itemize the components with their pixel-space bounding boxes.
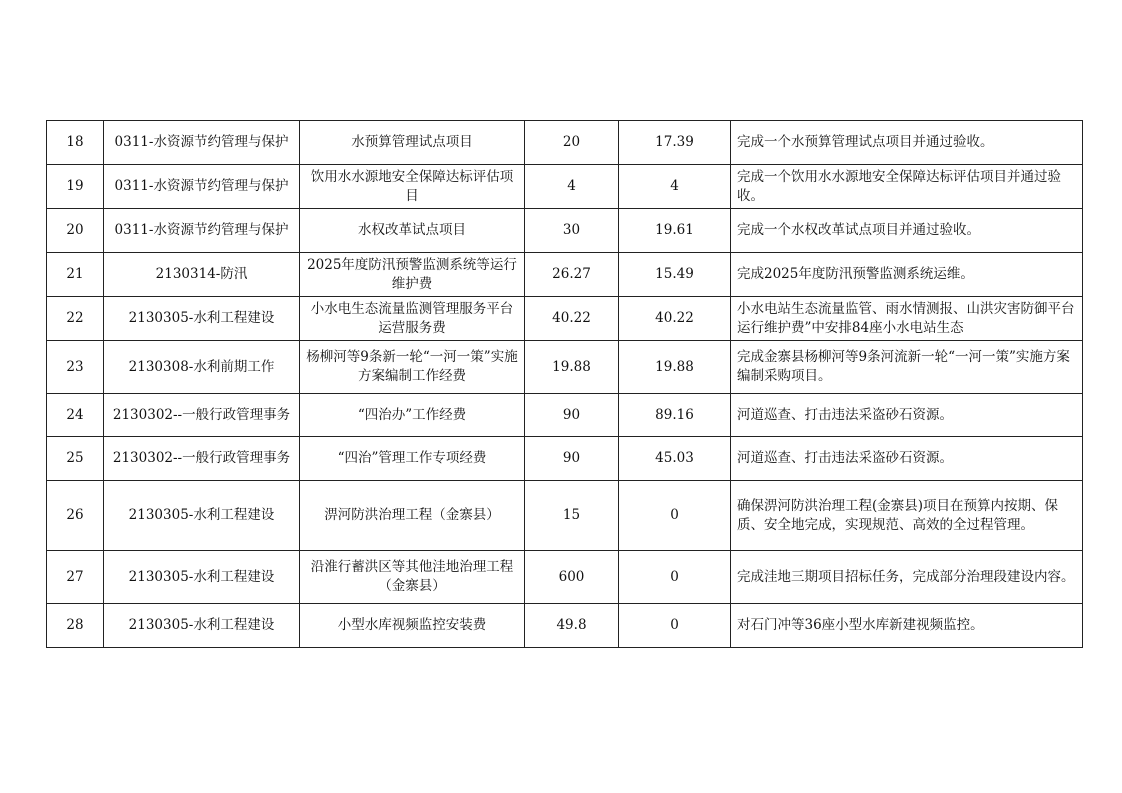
actual-amount: 17.39	[619, 121, 731, 165]
actual-amount: 45.03	[619, 437, 731, 481]
project-name: 水预算管理试点项目	[300, 121, 525, 165]
table-row	[47, 604, 1083, 648]
project-name: 2025年度防汛预警监测系统等运行维护费	[300, 253, 525, 297]
completion-description: 小水电站生态流量监管、雨水情测报、山洪灾害防御平台运行维护费”中安排84座小水电站生态	[731, 297, 1083, 341]
budget-amount: 4	[525, 165, 619, 209]
table-row	[47, 253, 1083, 297]
completion-description: 完成2025年度防汛预警监测系统运维。	[731, 253, 1083, 297]
budget-amount: 20	[525, 121, 619, 165]
project-name: 沿淮行蓄洪区等其他洼地治理工程（金寨县）	[300, 551, 525, 604]
project-name: 淠河防洪治理工程（金寨县）	[300, 481, 525, 551]
budget-amount: 90	[525, 394, 619, 437]
category-code: 2130308-水利前期工作	[104, 341, 300, 394]
budget-amount: 40.22	[525, 297, 619, 341]
actual-amount: 0	[619, 551, 731, 604]
project-name: 小水电生态流量监测管理服务平台运营服务费	[300, 297, 525, 341]
actual-amount: 19.88	[619, 341, 731, 394]
budget-amount: 90	[525, 437, 619, 481]
actual-amount: 89.16	[619, 394, 731, 437]
row-number: 25	[47, 437, 104, 481]
table-row	[47, 341, 1083, 394]
row-number: 18	[47, 121, 104, 165]
table-row	[47, 481, 1083, 551]
category-code: 0311-水资源节约管理与保护	[104, 121, 300, 165]
completion-description: 对石门冲等36座小型水库新建视频监控。	[731, 604, 1083, 648]
project-name: “四治办”工作经费	[300, 394, 525, 437]
category-code: 2130302--一般行政管理事务	[104, 437, 300, 481]
completion-description: 河道巡查、打击违法采盗砂石资源。	[731, 394, 1083, 437]
row-number: 20	[47, 209, 104, 253]
budget-amount: 26.27	[525, 253, 619, 297]
row-number: 19	[47, 165, 104, 209]
category-code: 2130314-防汛	[104, 253, 300, 297]
table-row	[47, 165, 1083, 209]
table-body	[47, 121, 1083, 648]
project-name: 水权改革试点项目	[300, 209, 525, 253]
budget-amount: 600	[525, 551, 619, 604]
table-row	[47, 209, 1083, 253]
category-code: 2130305-水利工程建设	[104, 297, 300, 341]
row-number: 24	[47, 394, 104, 437]
table-row	[47, 394, 1083, 437]
actual-amount: 15.49	[619, 253, 731, 297]
table-row	[47, 437, 1083, 481]
row-number: 27	[47, 551, 104, 604]
row-number: 22	[47, 297, 104, 341]
completion-description: 完成一个饮用水水源地安全保障达标评估项目并通过验收。	[731, 165, 1083, 209]
completion-description: 完成一个水权改革试点项目并通过验收。	[731, 209, 1083, 253]
budget-amount: 19.88	[525, 341, 619, 394]
table-row	[47, 121, 1083, 165]
budget-amount: 49.8	[525, 604, 619, 648]
completion-description: 确保淠河防洪治理工程(金寨县)项目在预算内按期、保质、安全地完成，实现规范、高效的全过程管理。	[731, 481, 1083, 551]
row-number: 23	[47, 341, 104, 394]
actual-amount: 19.61	[619, 209, 731, 253]
completion-description: 完成洼地三期项目招标任务，完成部分治理段建设内容。	[731, 551, 1083, 604]
project-name: 杨柳河等9条新一轮“一河一策”实施方案编制工作经费	[300, 341, 525, 394]
category-code: 2130305-水利工程建设	[104, 481, 300, 551]
row-number: 26	[47, 481, 104, 551]
category-code: 2130305-水利工程建设	[104, 551, 300, 604]
completion-description: 河道巡查、打击违法采盗砂石资源。	[731, 437, 1083, 481]
budget-amount: 15	[525, 481, 619, 551]
table-row	[47, 551, 1083, 604]
category-code: 0311-水资源节约管理与保护	[104, 165, 300, 209]
row-number: 28	[47, 604, 104, 648]
category-code: 0311-水资源节约管理与保护	[104, 209, 300, 253]
project-table	[46, 120, 1083, 648]
actual-amount: 40.22	[619, 297, 731, 341]
project-name: 饮用水水源地安全保障达标评估项目	[300, 165, 525, 209]
actual-amount: 4	[619, 165, 731, 209]
actual-amount: 0	[619, 481, 731, 551]
actual-amount: 0	[619, 604, 731, 648]
category-code: 2130302--一般行政管理事务	[104, 394, 300, 437]
budget-amount: 30	[525, 209, 619, 253]
project-name: “四治”管理工作专项经费	[300, 437, 525, 481]
row-number: 21	[47, 253, 104, 297]
project-name: 小型水库视频监控安装费	[300, 604, 525, 648]
category-code: 2130305-水利工程建设	[104, 604, 300, 648]
completion-description: 完成一个水预算管理试点项目并通过验收。	[731, 121, 1083, 165]
table-row	[47, 297, 1083, 341]
completion-description: 完成金寨县杨柳河等9条河流新一轮“一河一策”实施方案编制采购项目。	[731, 341, 1083, 394]
